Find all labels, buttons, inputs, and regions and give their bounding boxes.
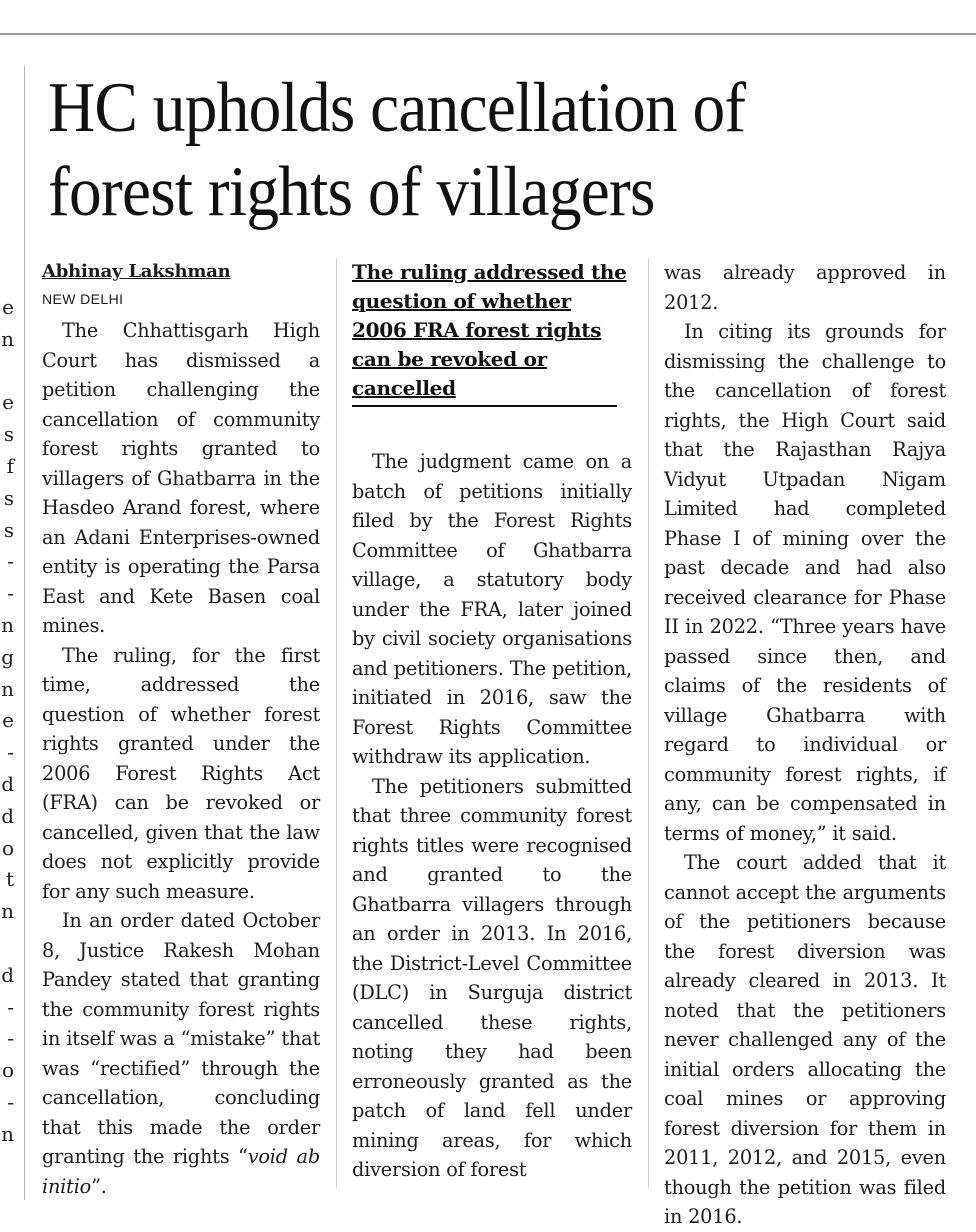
column-divider	[336, 258, 337, 1188]
byline: Abhinay Lakshman	[42, 261, 231, 282]
fragment-char: -	[7, 994, 14, 1019]
paragraph: The petitioners submitted that three community forest rights titles were recognised and granted to the Ghatbarra villagers through an order in 2013. In 2016, the District-Level Committee (DLC) in Surguja district cancelled these rights, noting they had been erroneously granted as the patch of land fell under mining areas, for which diversion of forest	[352, 774, 632, 1181]
fragment-char	[0, 356, 14, 388]
fragment-char: -	[7, 1089, 14, 1114]
fragment-char: e	[2, 390, 14, 415]
fragment-char	[0, 928, 14, 960]
fragment-char: n	[1, 1121, 14, 1146]
fragment-char: s	[3, 485, 14, 510]
fragment-char: -	[7, 549, 14, 574]
fragment-char: -	[7, 581, 14, 606]
paragraph: The ruling, for the first time, addressed the question of whether forest rights granted under the 2006 Forest Rights Act (FRA) can be revoked or cancelled, given that the law does not explicitly provide for any such measure.	[42, 643, 320, 903]
fragment-char: -	[7, 1026, 14, 1051]
top-rule	[0, 33, 976, 35]
column-divider	[648, 258, 649, 1188]
dateline: NEW DELHI	[42, 291, 124, 307]
fragment-char: s	[3, 517, 14, 542]
article-column-2	[352, 258, 632, 1185]
fragment-char: o	[1, 835, 14, 860]
paragraph: The Chhattisgarh High Court has dismissed a petition challenging the cancellation of community forest rights granted to villagers of Ghatbarra in the Hasdeo Arand forest, where an Adani Enterprises-owned entity is operating the Parsa East and Kete Basen coal mines.	[42, 319, 320, 637]
fragment-char: t	[5, 867, 14, 892]
fragment-char: f	[6, 453, 14, 478]
fragment-char: s	[3, 422, 14, 447]
fragment-char: d	[1, 771, 14, 796]
headline: HC upholds cancellation of forest rights of villagers	[48, 69, 746, 231]
fragment-char: e	[2, 708, 14, 733]
paragraph: In citing its grounds for dismissing the challenge to the cancellation of forest rights, the High Court said that the Rajasthan Rajya Vidyut Utpadan Nigam Limited had completed Phase I of mining over the past decade and had also received clearance for Phase II in 2022. “Three years have passed since then, and claims of the residents of village Ghatbarra with regard to individual or community forest rights, if any, can be compensated in terms of money,” it said.	[664, 320, 946, 845]
paragraph-continued: was already approved in 2012.	[664, 261, 946, 314]
paragraph: In an order dated October 8, Justice Rakesh Mohan Pandey stated that granting the community forest rights in itself was a “mistake” that was “rectified” through the cancellation, concluding that this made the order granting the rights “void ab initio”.	[42, 909, 320, 1198]
adjacent-column-fragment	[0, 292, 14, 1151]
article-column-3	[664, 258, 946, 1232]
fragment-char: e	[2, 295, 14, 319]
article-column-1	[42, 258, 320, 1201]
pull-quote: The ruling addressed the question of whether 2006 FRA forest rights can be revoked or cancelled	[352, 258, 632, 407]
fragment-char: n	[1, 612, 14, 637]
fragment-char: n	[1, 326, 14, 351]
fragment-char: d	[1, 962, 14, 987]
fragment-char: d	[1, 803, 14, 828]
fragment-char: -	[7, 740, 14, 765]
fragment-char: g	[1, 644, 14, 669]
fragment-char: n	[1, 899, 14, 924]
fragment-char: o	[1, 1058, 14, 1083]
paragraph: The judgment came on a batch of petitions initially filed by the Forest Rights Committee of Ghatbarra village, a statutory body under the FRA, later joined by civil society organisations and petitioners. The petition, initiated in 2016, saw the Forest Rights Committee withdraw its application.	[352, 450, 632, 768]
paragraph: The court added that it cannot accept the arguments of the petitioners because the forest diversion was already cleared in 2013. It noted that the petitioners never challenged any of the initial orders allocating the coal mines or approving forest diversion for them in 2011, 2012, and 2015, even though the petition was filed in 2016.	[664, 851, 946, 1228]
fragment-char: n	[1, 676, 14, 701]
pull-quote-rule	[352, 405, 617, 407]
latin-phrase: void ab initio	[42, 1145, 320, 1198]
left-column-rule	[24, 66, 25, 1200]
